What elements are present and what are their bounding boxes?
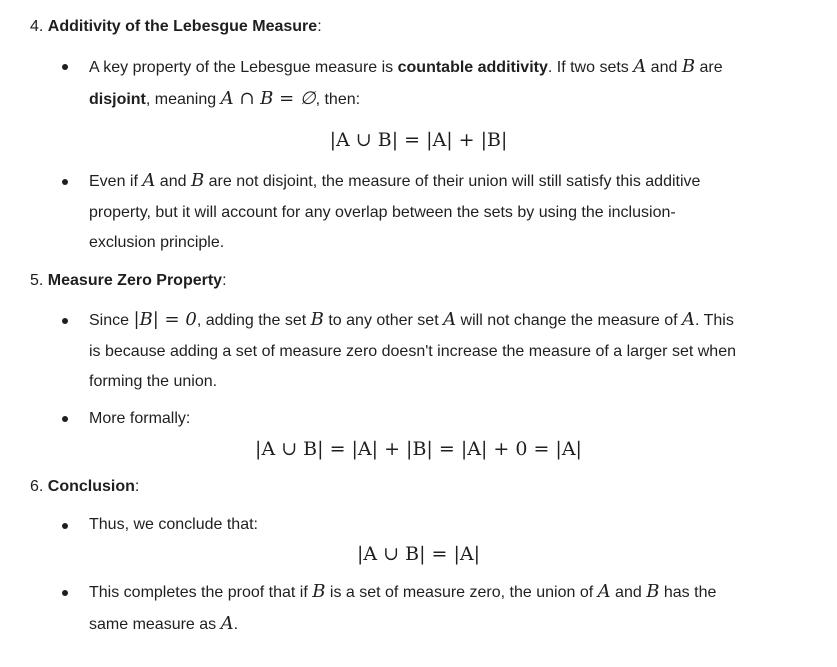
step-6-bullet-2 xyxy=(89,577,801,640)
step-number: 6. xyxy=(30,478,44,495)
equation-3: |A ∪ B| = |A| xyxy=(356,543,480,565)
equation-2: |A ∪ B| = |A| + |B| = |A| + 0 = |A| xyxy=(255,438,582,460)
bullet-dot xyxy=(62,64,68,70)
text: forming the union. xyxy=(89,373,218,390)
text: Since xyxy=(89,312,134,329)
text: Even if xyxy=(89,173,143,190)
text: and xyxy=(155,173,191,190)
math-var: B xyxy=(310,309,324,330)
bullet-dot xyxy=(62,523,68,529)
step-4-heading xyxy=(30,17,322,37)
step-6-bullet-1: Thus, we conclude that: xyxy=(89,516,258,533)
text: property, but it will account for any overlap between the sets by using the inclusion- xyxy=(89,203,676,221)
math-var: A xyxy=(633,56,647,77)
math-var: B xyxy=(190,170,205,191)
step-colon: : xyxy=(317,18,322,35)
math-var: A xyxy=(443,309,457,330)
bullet-dot xyxy=(62,179,68,185)
equation-1: |A ∪ B| = |A| + |B| xyxy=(329,129,508,151)
text: to any other set xyxy=(323,312,444,329)
step-6-heading xyxy=(30,477,139,497)
text: and xyxy=(610,584,647,601)
step-colon: : xyxy=(222,272,227,289)
step-5-bullet-1 xyxy=(89,305,801,398)
step-title: Measure Zero Property xyxy=(47,272,223,289)
text: is a set of measure zero, the union of xyxy=(325,584,598,601)
step-title: Conclusion xyxy=(47,478,135,495)
text: same measure as xyxy=(89,615,221,633)
math-var: B xyxy=(312,581,326,602)
step-5-heading xyxy=(30,271,227,291)
step-4-bullet-2 xyxy=(89,166,801,259)
math-var: A xyxy=(597,581,611,602)
math-inline: A ∩ B = ∅ xyxy=(220,87,316,109)
text: will not change the measure of xyxy=(456,312,682,329)
bullet-dot xyxy=(62,318,68,324)
text: A key property of the Lebesgue measure is xyxy=(89,59,398,76)
bold-term: disjoint xyxy=(89,90,146,108)
math-var: A xyxy=(220,612,234,634)
text: , meaning xyxy=(145,90,221,108)
text: and xyxy=(646,59,682,76)
text: This completes the proof that if xyxy=(89,584,313,601)
text: is because adding a set of measure zero doesn't increase the measure of a larger set when xyxy=(89,342,736,360)
step-number: 4. xyxy=(30,18,44,35)
text: . If two sets xyxy=(547,59,634,76)
text: has the xyxy=(659,584,717,601)
step-5-bullet-2: More formally: xyxy=(89,410,191,427)
text: are not disjoint, the measure of their union will still satisfy this additive xyxy=(204,173,701,190)
step-4-bullet-1 xyxy=(89,52,801,115)
text: are xyxy=(695,59,723,76)
math-var: A xyxy=(682,309,695,330)
bullet-dot xyxy=(62,590,68,596)
text: . xyxy=(233,615,239,633)
text: , adding the set xyxy=(196,312,311,329)
bullet-dot xyxy=(62,416,68,422)
step-number: 5. xyxy=(30,272,44,289)
step-title: Additivity of the Lebesgue Measure xyxy=(47,18,318,35)
math-var: B xyxy=(646,581,660,602)
math-var: B xyxy=(681,56,696,77)
math-var: A xyxy=(142,170,156,191)
bold-term: countable additivity xyxy=(397,59,548,76)
text: exclusion principle. xyxy=(89,234,225,251)
text: . This xyxy=(695,312,734,329)
step-colon: : xyxy=(134,478,140,495)
math-inline: |B| = 0 xyxy=(133,309,197,330)
text: , then: xyxy=(315,90,361,108)
